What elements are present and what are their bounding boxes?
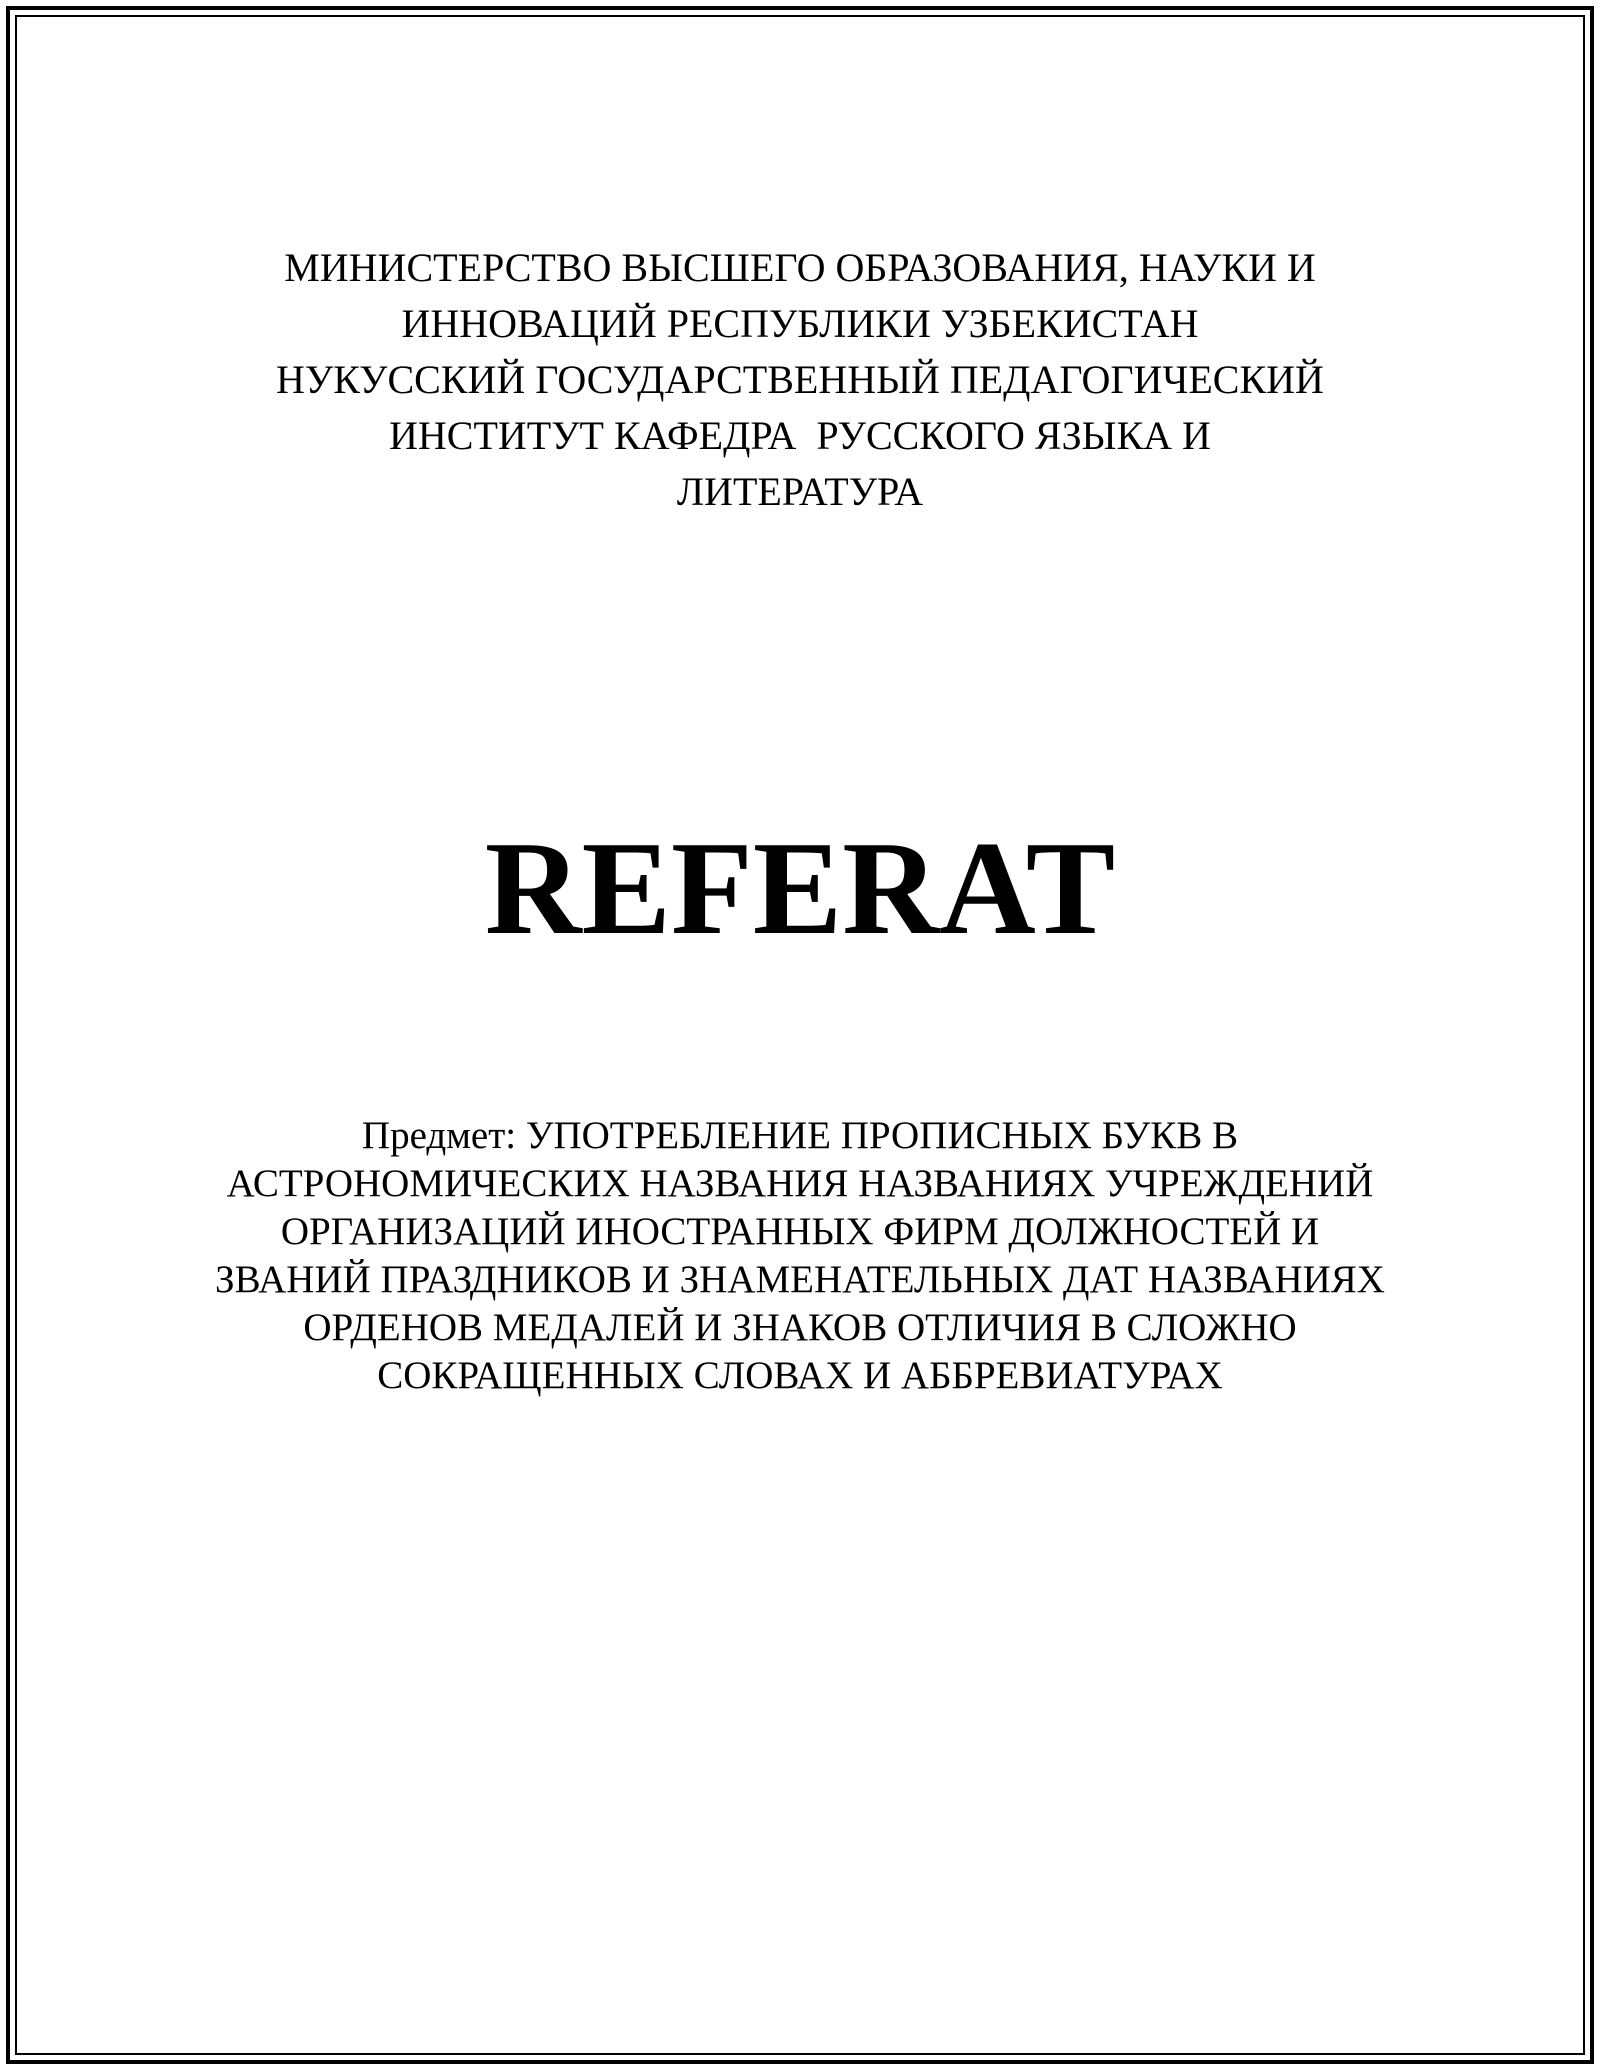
subject-line: ОРГАНИЗАЦИЙ ИНОСТРАННЫХ ФИРМ ДОЛЖНОСТЕЙ И [280,1210,1320,1253]
subject-line: СОКРАЩЕННЫХ СЛОВАХ И АББРЕВИАТУРАХ [377,1354,1223,1397]
header-line: ИННОВАЦИЙ РЕСПУБЛИКИ УЗБЕКИСТАН [401,301,1199,346]
subject-line: Предмет: УПОТРЕБЛЕНИЕ ПРОПИСНЫХ БУКВ В [361,1114,1239,1157]
subject-block [150,1112,1450,1400]
header-line: НУКУССКИЙ ГОСУДАРСТВЕННЫЙ ПЕДАГОГИЧЕСКИЙ [276,357,1324,402]
header-line: ИНСТИТУТ КАФЕДРА РУССКОГО ЯЗЫКА И [389,413,1211,458]
header-line: МИНИСТЕРСТВО ВЫСШЕГО ОБРАЗОВАНИЯ, НАУКИ И [284,245,1316,290]
subject-line: АСТРОНОМИЧЕСКИХ НАЗВАНИЯ НАЗВАНИЯХ УЧРЕЖДЕНИЙ [226,1162,1374,1205]
subject-line: ЗВАНИЙ ПРАЗДНИКОВ И ЗНАМЕНАТЕЛЬНЫХ ДАТ НАЗВАНИЯХ [215,1258,1385,1301]
header-line: ЛИТЕРАТУРА [676,469,924,514]
institution-header [150,240,1450,520]
subject-line: ОРДЕНОВ МЕДАЛЕЙ И ЗНАКОВ ОТЛИЧИЯ В СЛОЖНО [303,1306,1297,1349]
document-title: REFERAT [484,814,1116,962]
